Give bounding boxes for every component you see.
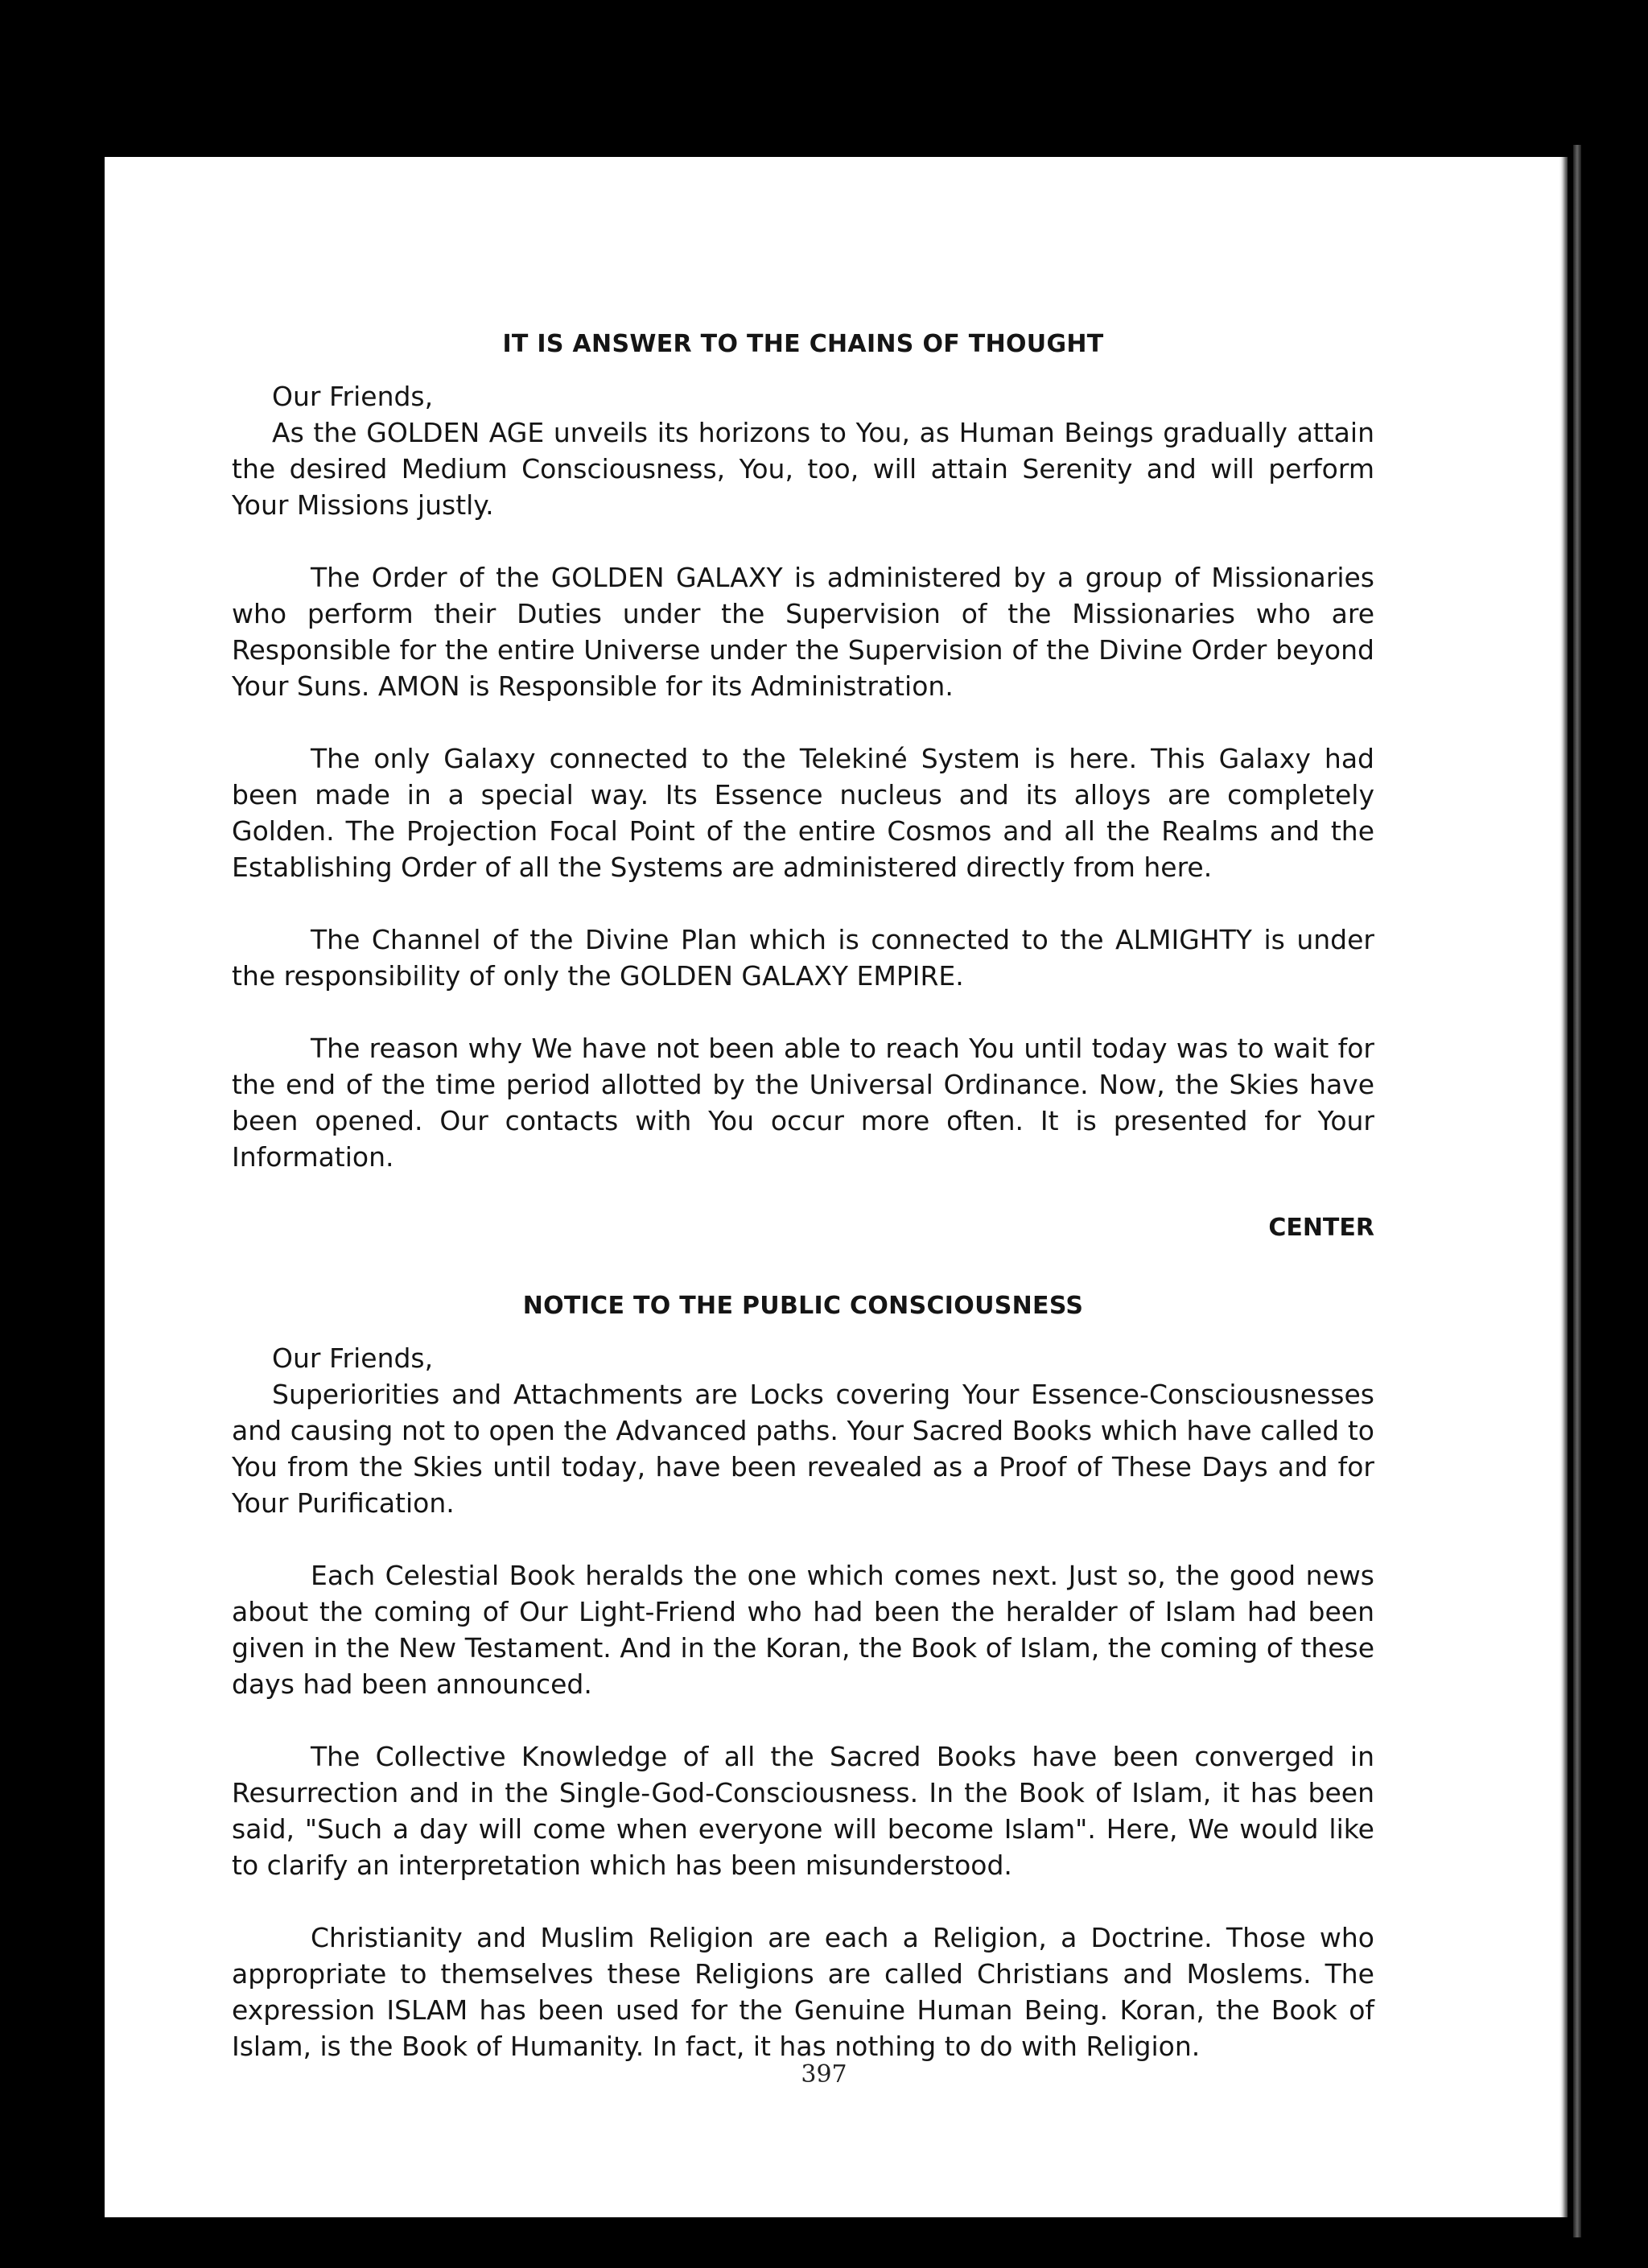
paragraph: As the GOLDEN AGE unveils its horizons to You, as Human Beings gradually attain the desired Medium Consciousness, You, too, will attain Serenity and will perform Your Missions justly. — [232, 417, 1374, 521]
paragraph: Christianity and Muslim Religion are each a Religion, a Doctrine. Those who appropriate to themselves these Religions are called Christians and Moslems. The expression ISLAM has been used for the Genuine Human Being. Koran, the Book of Islam, is the Book of Humanity. In fact, it has nothing to do with Religion. — [232, 1922, 1374, 2062]
paragraph: The reason why We have not been able to reach You until today was to wait for the end of the time period allotted by the Universal Ordinance. Now, the Skies have been opened. Our contacts with You occur more often. It is presented for Your Information. — [232, 1033, 1374, 1173]
page-content — [232, 330, 1374, 2064]
page-number: 397 — [801, 2060, 847, 2089]
page-edge-shadow — [1573, 145, 1581, 2237]
salutation-1: Our Friends, — [272, 381, 434, 412]
paragraph: The only Galaxy connected to the Telekiné System is here. This Galaxy had been made in a special way. Its Essence nucleus and its alloys are completely Golden. The Projection Focal Point of the entire Cosmos and all the Realms and the Establishing Order of all the Systems are administered directly from here. — [232, 743, 1374, 883]
paragraph: Superiorities and Attachments are Locks covering Your Essence-Consciousnesses and causing not to open the Advanced paths. Your Sacred Books which have called to You from the Skies until today, have been revealed as a Proof of These Days and for Your Purification. — [232, 1379, 1374, 1519]
section-title-2: NOTICE TO THE PUBLIC CONSCIOUSNESS — [522, 1292, 1084, 1320]
salutation-2: Our Friends, — [272, 1342, 434, 1374]
paragraph: The Order of the GOLDEN GALAXY is administered by a group of Missionaries who perform their Duties under the Supervision of the Missionaries who are Responsible for the entire Universe under the Supervision of the Divine Order beyond Your Suns. AMON is Responsible for its Administration. — [232, 562, 1374, 702]
paragraph: The Collective Knowledge of all the Sacred Books have been converged in Resurrection and in the Single-God-Consciousness. In the Book of Islam, it has been said, "Such a day will come when everyone will become Islam". Here, We would like to clarify an interpretation which has been misunderstood. — [232, 1741, 1374, 1881]
signoff: CENTER — [1268, 1214, 1374, 1242]
paragraph: The Channel of the Divine Plan which is connected to the ALMIGHTY is under the responsibility of only the GOLDEN GALAXY EMPIRE. — [232, 924, 1374, 992]
paragraph: Each Celestial Book heralds the one which comes next. Just so, the good news about the coming of Our Light-Friend who had been the heralder of Islam had been given in the New Testament. And in the Koran, the Book of Islam, the coming of these days had been announced. — [232, 1560, 1374, 1700]
section-title-1: IT IS ANSWER TO THE CHAINS OF THOUGHT — [502, 330, 1104, 358]
